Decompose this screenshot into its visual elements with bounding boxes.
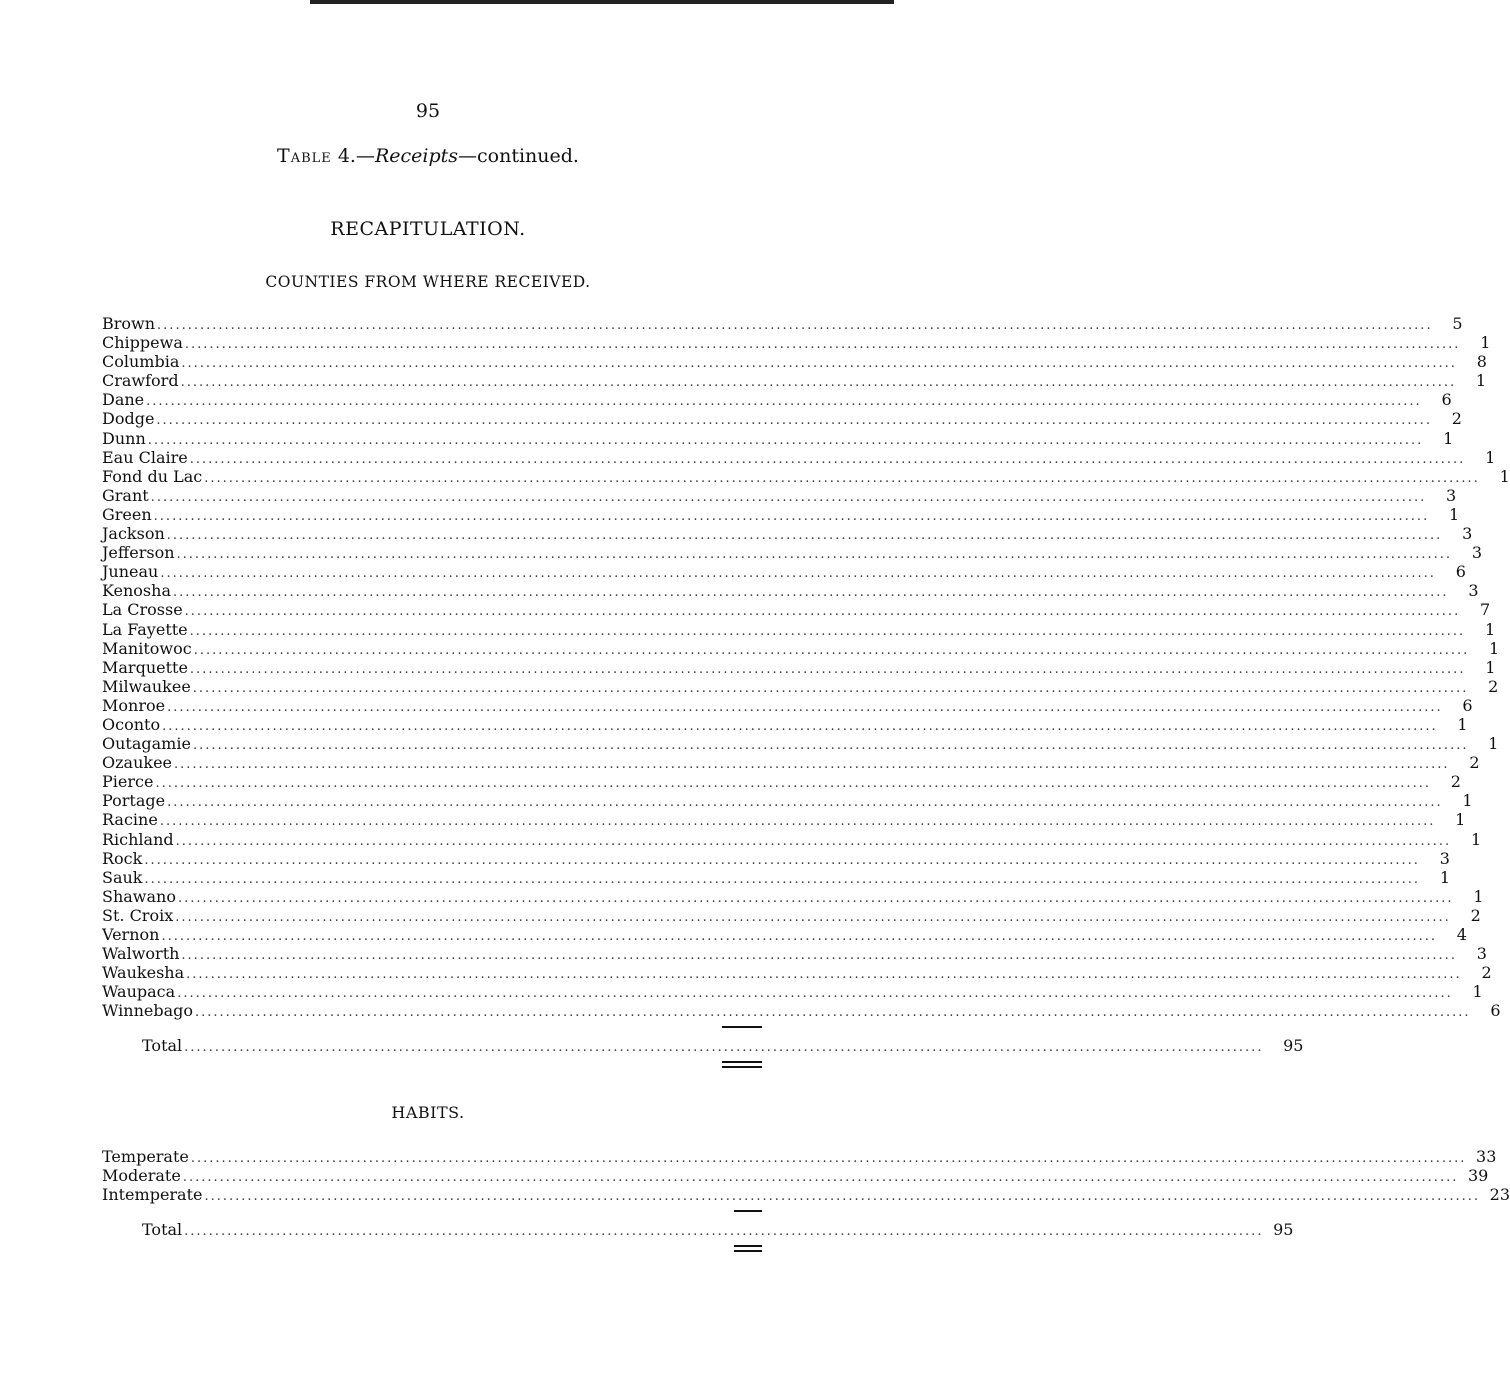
table-title (0, 145, 856, 167)
row-label: Portage (102, 791, 166, 811)
row-value: 6 (1462, 695, 1473, 715)
row-label: Moderate (102, 1166, 181, 1186)
row-value: 1 (1457, 714, 1468, 734)
table-row (102, 619, 1496, 639)
table-row (102, 466, 1510, 486)
row-value: 6 (1441, 390, 1452, 410)
row-label: Dane (102, 390, 145, 410)
table-row (102, 371, 1487, 391)
row-label: Manitowoc (102, 638, 192, 658)
row-value: 2 (1450, 772, 1461, 792)
habits-total-rule-double-1 (734, 1245, 762, 1247)
row-value: 1 (1443, 428, 1454, 448)
row-label: Temperate (102, 1147, 189, 1166)
row-label: Rock (102, 848, 143, 868)
table-row (102, 734, 1499, 754)
row-value: 1 (1484, 619, 1496, 639)
row-value: 6 (1455, 562, 1466, 582)
habits-total-rule-double-2 (734, 1250, 762, 1252)
table-row (102, 676, 1499, 696)
counties-heading: COUNTIES FROM WHERE RECEIVED. (265, 273, 591, 291)
row-label: Vernon (102, 925, 160, 944)
row-value: 2 (1481, 963, 1492, 983)
row-value: 3 (1471, 543, 1483, 563)
table-subject: Receipts (374, 145, 459, 167)
table-row (102, 1001, 1501, 1021)
page-number: 95 (415, 100, 441, 122)
row-label: Walworth (102, 944, 180, 964)
row-label: Monroe (102, 695, 166, 715)
row-label: St. Croix (102, 905, 174, 925)
table-row (102, 1166, 1489, 1186)
table-row (102, 1185, 1510, 1205)
table-row (102, 543, 1483, 563)
row-label: Richland (102, 829, 174, 849)
table-row (102, 905, 1481, 925)
row-label: Winnebago (102, 1001, 194, 1021)
table-row (102, 791, 1473, 811)
row-label: Pierce (102, 772, 154, 792)
row-label: Kenosha (102, 581, 171, 601)
row-label: Juneau (102, 562, 159, 582)
row-value: 1 (1470, 829, 1482, 849)
table-row (102, 963, 1492, 983)
table-row (102, 638, 1500, 658)
table-row (102, 848, 1450, 868)
table-row (102, 925, 1467, 944)
table-row (102, 772, 1461, 792)
row-label: Racine (102, 810, 158, 830)
row-label: Ozaukee (102, 753, 173, 773)
row-value: 1 (1462, 791, 1473, 811)
table-row (102, 886, 1484, 906)
row-value: 7 (1480, 600, 1491, 620)
table-row (102, 810, 1466, 830)
counties-total-leader: ................................................................................................................................................................................ (184, 1040, 1264, 1055)
counties-total-rule-double-2 (722, 1066, 762, 1068)
habits-list (102, 1147, 1510, 1205)
table-row (102, 753, 1480, 773)
row-value: 3 (1468, 581, 1479, 601)
table-row (102, 428, 1454, 448)
habits-heading: HABITS. (391, 1103, 465, 1122)
row-label: Fond du Lac (102, 466, 203, 486)
row-value: 1 (1489, 638, 1500, 658)
counties-total-label: Total (142, 1036, 183, 1055)
row-value: 4 (1456, 925, 1467, 944)
recapitulation-heading: RECAPITULATION. (330, 218, 526, 240)
row-value: 2 (1470, 905, 1481, 925)
table-row (102, 333, 1491, 353)
row-value: 1 (1485, 657, 1496, 677)
counties-total-value: 95 (1283, 1036, 1304, 1055)
table-row (102, 714, 1468, 734)
row-value: 3 (1476, 944, 1487, 964)
row-label: Sauk (102, 867, 143, 887)
row-label: Oconto (102, 714, 161, 734)
dot-leader (195, 1003, 1471, 1022)
table-row (102, 657, 1496, 677)
row-value: 1 (1449, 504, 1460, 524)
row-label: Waukesha (102, 963, 185, 983)
row-label: Dunn (102, 428, 146, 448)
table-row (102, 352, 1487, 372)
row-label: Shawano (102, 886, 176, 906)
row-value: 3 (1462, 524, 1473, 544)
table-number: 4.— (331, 145, 375, 167)
counties-total-rule-double-1 (722, 1061, 762, 1063)
table-row (102, 485, 1457, 505)
habits-total-label: Total (142, 1220, 183, 1239)
row-label: Eau Claire (102, 447, 188, 467)
row-value: 2 (1451, 409, 1462, 429)
table-row (102, 390, 1452, 410)
table-row (102, 600, 1491, 620)
table-row (102, 982, 1483, 1002)
table-row (102, 695, 1473, 715)
row-label: Green (102, 504, 152, 524)
row-label: Grant (102, 485, 149, 505)
row-label: Columbia (102, 352, 180, 372)
row-label: Chippewa (102, 333, 183, 353)
habits-total-rule-top (734, 1210, 762, 1212)
row-label: Jackson (102, 524, 165, 544)
row-label: La Fayette (102, 619, 188, 639)
row-value: 1 (1488, 734, 1499, 754)
row-value: 1 (1485, 447, 1496, 467)
table-row (102, 447, 1496, 467)
table-row (102, 944, 1487, 964)
table-row (102, 562, 1466, 582)
dot-leader (205, 1187, 1481, 1206)
row-label: Intemperate (102, 1185, 203, 1205)
row-value: 1 (1473, 886, 1484, 906)
row-value: 1 (1472, 982, 1483, 1002)
row-value: 23 (1489, 1185, 1510, 1205)
row-value: 8 (1476, 352, 1487, 372)
page-top-edge (310, 0, 894, 4)
table-row (102, 581, 1479, 601)
table-row (102, 867, 1451, 887)
row-value: 1 (1455, 810, 1466, 830)
row-value: 2 (1488, 676, 1499, 696)
row-value: 2 (1469, 753, 1480, 773)
habits-total-leader: ................................................................................................................................................................................ (184, 1224, 1264, 1239)
row-value: 1 (1480, 333, 1491, 353)
table-row (102, 504, 1460, 524)
row-label: Milwaukee (102, 676, 191, 696)
row-value: 39 (1467, 1166, 1489, 1186)
row-label: Jefferson (102, 543, 175, 563)
table-suffix: —continued. (458, 145, 579, 167)
table-row (102, 409, 1462, 429)
habits-total-row (142, 1220, 1294, 1240)
row-value: 3 (1439, 848, 1450, 868)
counties-list (102, 314, 1510, 1021)
row-value: 6 (1490, 1001, 1501, 1021)
table-row (102, 314, 1463, 333)
row-label: Brown (102, 314, 156, 333)
habits-total-value: 95 (1273, 1220, 1294, 1239)
row-value: 33 (1476, 1147, 1497, 1166)
table-label: Table (277, 145, 332, 167)
table-row (102, 829, 1482, 849)
table-row (102, 1147, 1497, 1166)
row-value: 1 (1439, 867, 1451, 887)
row-label: Marquette (102, 657, 188, 677)
row-label: La Crosse (102, 600, 183, 620)
row-label: Crawford (102, 371, 179, 391)
row-value: 5 (1452, 314, 1463, 333)
row-value: 3 (1446, 485, 1457, 505)
counties-total-row (142, 1036, 1304, 1056)
row-label: Outagamie (102, 734, 191, 754)
row-value: 1 (1499, 466, 1510, 486)
row-label: Waupaca (102, 982, 176, 1002)
table-row (102, 524, 1473, 544)
counties-total-rule-top (722, 1026, 762, 1028)
row-label: Dodge (102, 409, 155, 429)
row-value: 1 (1475, 371, 1487, 391)
